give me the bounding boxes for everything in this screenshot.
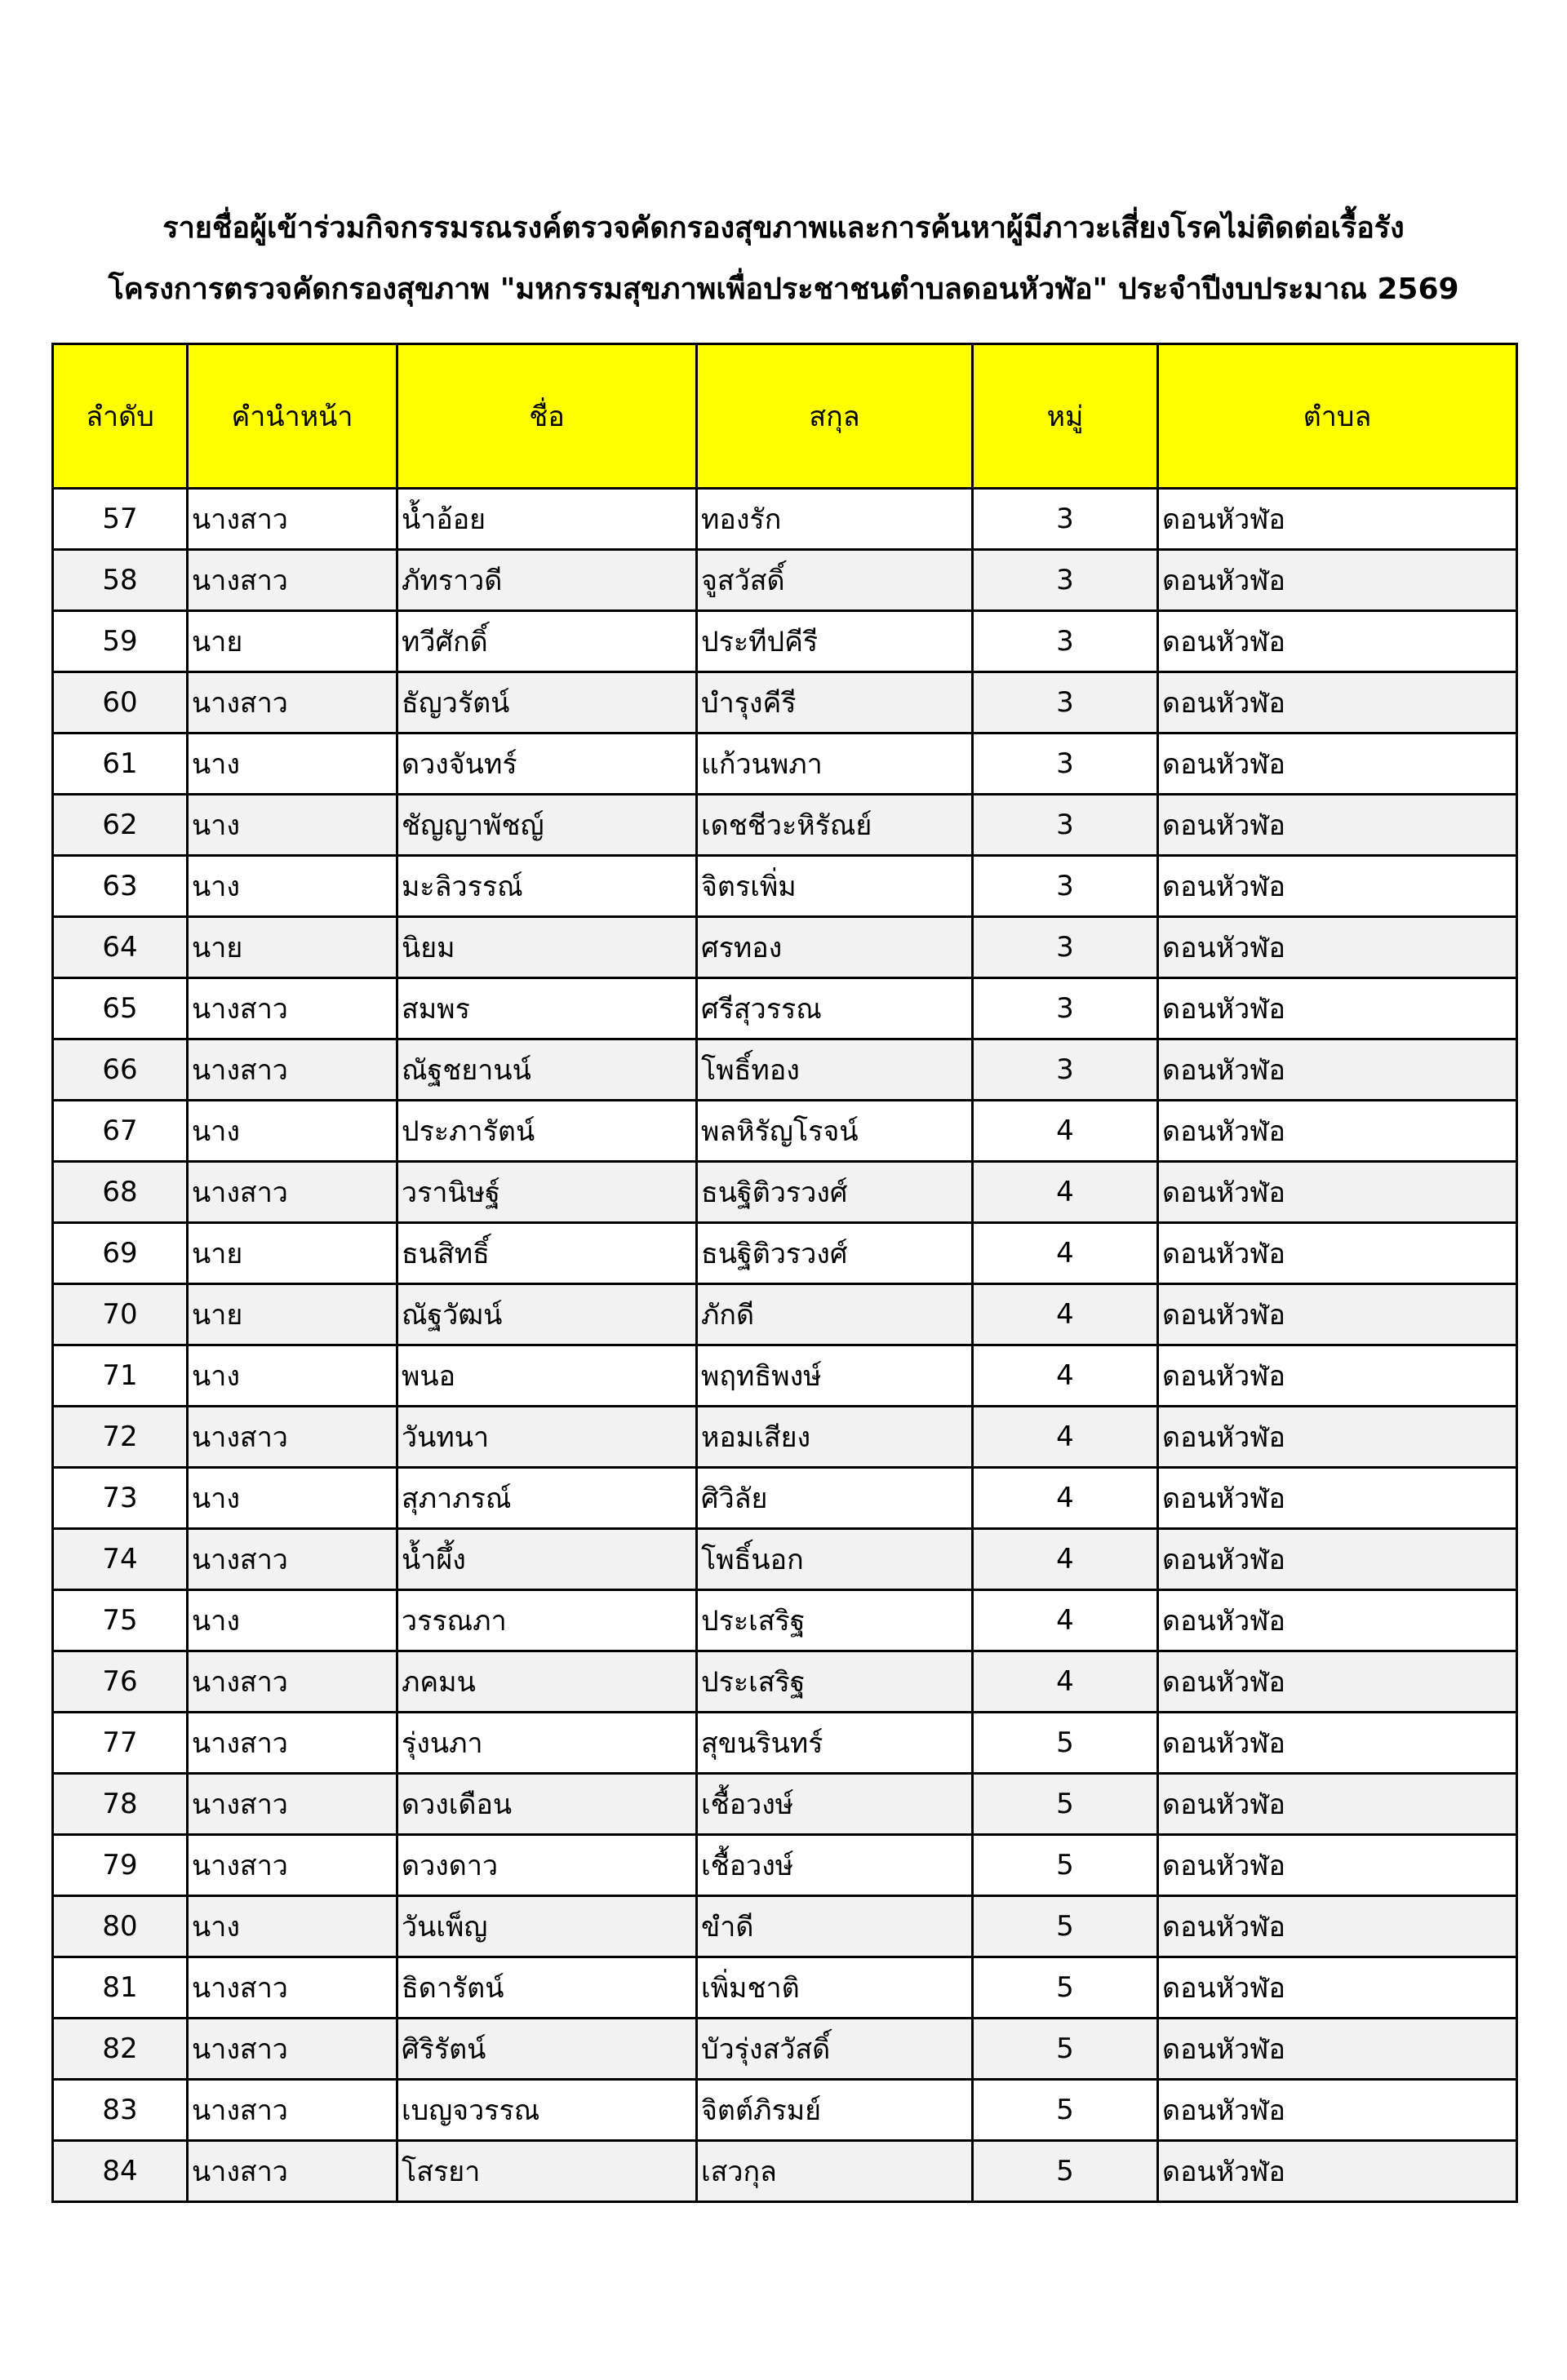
cell-tambon: ดอนหัวฬ่อ (1158, 489, 1517, 550)
table-row (53, 1039, 1517, 1101)
cell-last-name: จิตรเพิ่ม (697, 856, 973, 917)
cell-prefix: นาง (188, 1345, 397, 1407)
cell-moo: 5 (973, 1713, 1158, 1774)
cell-no: 81 (53, 1957, 188, 2019)
table-row (53, 917, 1517, 978)
cell-prefix: นาย (188, 1284, 397, 1345)
cell-last-name: เชื้อวงษ์ (697, 1774, 973, 1835)
cell-first-name: ภัทราวดี (397, 550, 697, 611)
cell-tambon: ดอนหัวฬ่อ (1158, 1957, 1517, 2019)
cell-prefix: นาย (188, 1223, 397, 1284)
table-row (53, 1957, 1517, 2019)
table-header-row (53, 344, 1517, 489)
cell-prefix: นางสาว (188, 2080, 397, 2141)
cell-last-name: สุขนรินทร์ (697, 1713, 973, 1774)
cell-tambon: ดอนหัวฬ่อ (1158, 1896, 1517, 1957)
cell-no: 75 (53, 1590, 188, 1651)
cell-no: 77 (53, 1713, 188, 1774)
cell-first-name: ณัฐวัฒน์ (397, 1284, 697, 1345)
cell-last-name: เชื้อวงษ์ (697, 1835, 973, 1896)
cell-last-name: หอมเสียง (697, 1407, 973, 1468)
cell-tambon: ดอนหัวฬ่อ (1158, 1529, 1517, 1590)
cell-moo: 5 (973, 1774, 1158, 1835)
cell-tambon: ดอนหัวฬ่อ (1158, 2141, 1517, 2202)
cell-first-name: ณัฐชยานน์ (397, 1039, 697, 1101)
cell-prefix: นางสาว (188, 1957, 397, 2019)
cell-no: 82 (53, 2019, 188, 2080)
cell-tambon: ดอนหัวฬ่อ (1158, 2080, 1517, 2141)
cell-last-name: ศรีสุวรรณ (697, 978, 973, 1039)
cell-tambon: ดอนหัวฬ่อ (1158, 1468, 1517, 1529)
table-row (53, 1590, 1517, 1651)
table-row (53, 1345, 1517, 1407)
cell-prefix: นางสาว (188, 1713, 397, 1774)
cell-prefix: นางสาว (188, 1529, 397, 1590)
table-row (53, 1896, 1517, 1957)
table-row (53, 550, 1517, 611)
header-prefix: คำนำหน้า (188, 344, 397, 489)
cell-no: 62 (53, 795, 188, 856)
cell-first-name: ภคมน (397, 1651, 697, 1713)
cell-tambon: ดอนหัวฬ่อ (1158, 734, 1517, 795)
cell-no: 64 (53, 917, 188, 978)
cell-last-name: โพธิ์นอก (697, 1529, 973, 1590)
table-row (53, 795, 1517, 856)
cell-moo: 3 (973, 550, 1158, 611)
cell-last-name: เสวกุล (697, 2141, 973, 2202)
cell-no: 70 (53, 1284, 188, 1345)
cell-moo: 3 (973, 856, 1158, 917)
cell-tambon: ดอนหัวฬ่อ (1158, 1345, 1517, 1407)
cell-last-name: เพิ่มชาติ (697, 1957, 973, 2019)
cell-last-name: จิตต์ภิรมย์ (697, 2080, 973, 2141)
cell-no: 80 (53, 1896, 188, 1957)
cell-no: 79 (53, 1835, 188, 1896)
cell-no: 66 (53, 1039, 188, 1101)
cell-moo: 4 (973, 1345, 1158, 1407)
cell-moo: 5 (973, 2080, 1158, 2141)
cell-moo: 3 (973, 917, 1158, 978)
header-first-name: ชื่อ (397, 344, 697, 489)
cell-last-name: ศรทอง (697, 917, 973, 978)
table-row (53, 1407, 1517, 1468)
cell-prefix: นาง (188, 1101, 397, 1162)
cell-prefix: นางสาว (188, 672, 397, 734)
cell-no: 61 (53, 734, 188, 795)
document-subtitle: โครงการตรวจคัดกรองสุขภาพ "มหกรรมสุขภาพเพื่อประชาชนตำบลดอนหัวฬ่อ" ประจำปีงบประมาณ 2569 (108, 273, 1459, 306)
table-row (53, 1774, 1517, 1835)
cell-tambon: ดอนหัวฬ่อ (1158, 856, 1517, 917)
cell-first-name: วันเพ็ญ (397, 1896, 697, 1957)
cell-moo: 3 (973, 611, 1158, 672)
table-row (53, 1651, 1517, 1713)
cell-first-name: รุ่งนภา (397, 1713, 697, 1774)
cell-tambon: ดอนหัวฬ่อ (1158, 1101, 1517, 1162)
cell-moo: 3 (973, 734, 1158, 795)
document-title: รายชื่อผู้เข้าร่วมกิจกรรมรณรงค์ตรวจคัดกรองสุขภาพและการค้นหาผู้มีภาวะเสี่ยงโรคไม่ติดต่อเรื้อรัง (162, 211, 1405, 245)
cell-moo: 4 (973, 1590, 1158, 1651)
cell-moo: 4 (973, 1101, 1158, 1162)
cell-last-name: ธนฐิติวรวงศ์ (697, 1223, 973, 1284)
cell-first-name: ดวงจันทร์ (397, 734, 697, 795)
cell-no: 67 (53, 1101, 188, 1162)
cell-moo: 4 (973, 1162, 1158, 1223)
cell-prefix: นาง (188, 856, 397, 917)
header-last-name: สกุล (697, 344, 973, 489)
table-row (53, 1835, 1517, 1896)
cell-tambon: ดอนหัวฬ่อ (1158, 550, 1517, 611)
cell-no: 76 (53, 1651, 188, 1713)
cell-first-name: มะลิวรรณ์ (397, 856, 697, 917)
cell-no: 84 (53, 2141, 188, 2202)
cell-no: 57 (53, 489, 188, 550)
cell-tambon: ดอนหัวฬ่อ (1158, 1284, 1517, 1345)
cell-first-name: สุภาภรณ์ (397, 1468, 697, 1529)
cell-prefix: นางสาว (188, 2141, 397, 2202)
cell-prefix: นาย (188, 917, 397, 978)
table-row (53, 2019, 1517, 2080)
cell-prefix: นางสาว (188, 2019, 397, 2080)
cell-moo: 5 (973, 1957, 1158, 2019)
cell-prefix: นาย (188, 611, 397, 672)
table-row (53, 2141, 1517, 2202)
cell-no: 71 (53, 1345, 188, 1407)
cell-first-name: ธัญวรัตน์ (397, 672, 697, 734)
cell-tambon: ดอนหัวฬ่อ (1158, 917, 1517, 978)
cell-last-name: พฤทธิพงษ์ (697, 1345, 973, 1407)
cell-first-name: โสรยา (397, 2141, 697, 2202)
cell-first-name: พนอ (397, 1345, 697, 1407)
header-tambon: ตำบล (1158, 344, 1517, 489)
cell-tambon: ดอนหัวฬ่อ (1158, 611, 1517, 672)
cell-first-name: สมพร (397, 978, 697, 1039)
cell-prefix: นางสาว (188, 550, 397, 611)
table-row (53, 856, 1517, 917)
table-row (53, 1529, 1517, 1590)
table-row (53, 1101, 1517, 1162)
cell-moo: 3 (973, 1039, 1158, 1101)
cell-first-name: ธิดารัตน์ (397, 1957, 697, 2019)
cell-moo: 3 (973, 672, 1158, 734)
cell-last-name: เดชชีวะหิรัณย์ (697, 795, 973, 856)
cell-tambon: ดอนหัวฬ่อ (1158, 1162, 1517, 1223)
cell-last-name: ศิวิลัย (697, 1468, 973, 1529)
cell-last-name: ขำดี (697, 1896, 973, 1957)
cell-tambon: ดอนหัวฬ่อ (1158, 1039, 1517, 1101)
table-row (53, 1162, 1517, 1223)
cell-first-name: วันทนา (397, 1407, 697, 1468)
cell-first-name: ทวีศักดิ์ (397, 611, 697, 672)
cell-no: 73 (53, 1468, 188, 1529)
cell-moo: 5 (973, 1835, 1158, 1896)
cell-first-name: น้ำผึ้ง (397, 1529, 697, 1590)
participant-table (51, 343, 1518, 2203)
cell-no: 59 (53, 611, 188, 672)
cell-prefix: นาง (188, 795, 397, 856)
cell-prefix: นางสาว (188, 978, 397, 1039)
cell-prefix: นางสาว (188, 1774, 397, 1835)
cell-no: 63 (53, 856, 188, 917)
cell-tambon: ดอนหัวฬ่อ (1158, 2019, 1517, 2080)
cell-no: 78 (53, 1774, 188, 1835)
cell-first-name: ธนสิทธิ์ (397, 1223, 697, 1284)
cell-first-name: ประภารัตน์ (397, 1101, 697, 1162)
cell-prefix: นาง (188, 1590, 397, 1651)
cell-tambon: ดอนหัวฬ่อ (1158, 978, 1517, 1039)
cell-no: 83 (53, 2080, 188, 2141)
cell-moo: 3 (973, 489, 1158, 550)
header-moo: หมู่ (973, 344, 1158, 489)
cell-prefix: นาง (188, 1896, 397, 1957)
table-row (53, 611, 1517, 672)
cell-moo: 4 (973, 1407, 1158, 1468)
cell-first-name: นิยม (397, 917, 697, 978)
cell-last-name: ทองรัก (697, 489, 973, 550)
cell-last-name: โพธิ์ทอง (697, 1039, 973, 1101)
cell-last-name: จูสวัสดิ์ (697, 550, 973, 611)
cell-last-name: ภักดี (697, 1284, 973, 1345)
table-row (53, 1468, 1517, 1529)
cell-moo: 5 (973, 1896, 1158, 1957)
cell-last-name: ประเสริฐ (697, 1590, 973, 1651)
cell-tambon: ดอนหัวฬ่อ (1158, 1590, 1517, 1651)
cell-prefix: นางสาว (188, 1407, 397, 1468)
cell-no: 68 (53, 1162, 188, 1223)
cell-moo: 5 (973, 2141, 1158, 2202)
cell-tambon: ดอนหัวฬ่อ (1158, 795, 1517, 856)
cell-prefix: นาง (188, 1468, 397, 1529)
cell-last-name: ธนฐิติวรวงศ์ (697, 1162, 973, 1223)
cell-moo: 4 (973, 1284, 1158, 1345)
cell-first-name: ดวงดาว (397, 1835, 697, 1896)
cell-no: 72 (53, 1407, 188, 1468)
cell-first-name: เบญจวรรณ (397, 2080, 697, 2141)
cell-last-name: บัวรุ่งสวัสดิ์ (697, 2019, 973, 2080)
cell-last-name: ประทีปคีรี (697, 611, 973, 672)
table-row (53, 1713, 1517, 1774)
cell-last-name: แก้วนพภา (697, 734, 973, 795)
cell-prefix: นางสาว (188, 1835, 397, 1896)
cell-no: 74 (53, 1529, 188, 1590)
cell-tambon: ดอนหัวฬ่อ (1158, 1835, 1517, 1896)
cell-tambon: ดอนหัวฬ่อ (1158, 1651, 1517, 1713)
cell-last-name: พลหิรัญโรจน์ (697, 1101, 973, 1162)
cell-moo: 3 (973, 795, 1158, 856)
cell-prefix: นางสาว (188, 1162, 397, 1223)
cell-no: 69 (53, 1223, 188, 1284)
cell-first-name: น้ำอ้อย (397, 489, 697, 550)
cell-prefix: นางสาว (188, 1039, 397, 1101)
cell-first-name: ดวงเดือน (397, 1774, 697, 1835)
cell-prefix: นางสาว (188, 489, 397, 550)
table-row (53, 1223, 1517, 1284)
cell-first-name: ศิริรัตน์ (397, 2019, 697, 2080)
cell-tambon: ดอนหัวฬ่อ (1158, 1774, 1517, 1835)
cell-first-name: วรรณภา (397, 1590, 697, 1651)
cell-moo: 4 (973, 1468, 1158, 1529)
table-row (53, 672, 1517, 734)
cell-moo: 4 (973, 1223, 1158, 1284)
header-no: ลำดับ (53, 344, 188, 489)
cell-moo: 4 (973, 1529, 1158, 1590)
cell-no: 58 (53, 550, 188, 611)
cell-prefix: นาง (188, 734, 397, 795)
cell-no: 60 (53, 672, 188, 734)
table-row (53, 1284, 1517, 1345)
cell-last-name: บำรุงคีรี (697, 672, 973, 734)
cell-prefix: นางสาว (188, 1651, 397, 1713)
cell-tambon: ดอนหัวฬ่อ (1158, 1223, 1517, 1284)
cell-tambon: ดอนหัวฬ่อ (1158, 1713, 1517, 1774)
cell-last-name: ประเสริฐ (697, 1651, 973, 1713)
cell-first-name: ชัญญาพัชญ์ (397, 795, 697, 856)
cell-tambon: ดอนหัวฬ่อ (1158, 672, 1517, 734)
cell-moo: 5 (973, 2019, 1158, 2080)
table-row (53, 489, 1517, 550)
cell-no: 65 (53, 978, 188, 1039)
cell-tambon: ดอนหัวฬ่อ (1158, 1407, 1517, 1468)
table-row (53, 2080, 1517, 2141)
table-row (53, 734, 1517, 795)
table-row (53, 978, 1517, 1039)
cell-moo: 4 (973, 1651, 1158, 1713)
cell-moo: 3 (973, 978, 1158, 1039)
cell-first-name: วรานิษฐ์ (397, 1162, 697, 1223)
